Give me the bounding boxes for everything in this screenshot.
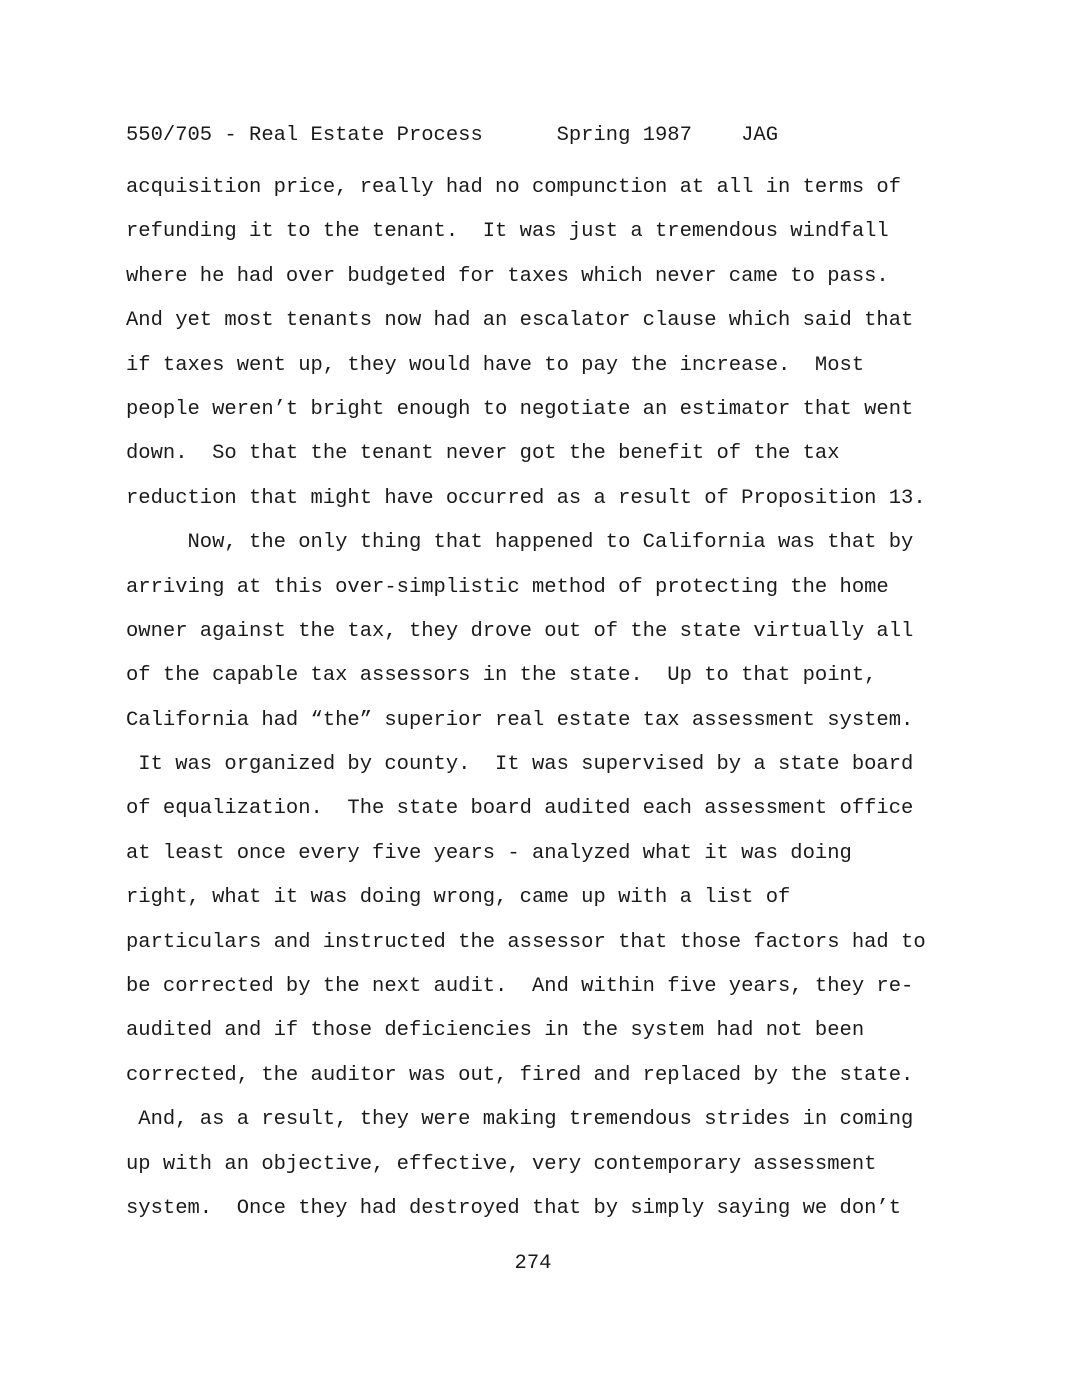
text-line: And, as a result, they were making tremendous strides in coming [126, 1108, 914, 1132]
text-line: refunding it to the tenant. It was just a tremendous windfall [126, 220, 889, 244]
header-author: JAG [741, 124, 779, 147]
body-text [126, 166, 1026, 1231]
text-line: at least once every five years - analyzed what it was doing [126, 841, 852, 865]
text-line: where he had over budgeted for taxes which never came to pass. [126, 264, 889, 288]
text-line: reduction that might have occurred as a result of Proposition 13. [126, 486, 926, 510]
text-line: corrected, the auditor was out, fired and replaced by the state. [126, 1063, 914, 1087]
text-line: particulars and instructed the assessor that those factors had to [126, 930, 926, 954]
page-number: 274 [514, 1252, 552, 1275]
text-line: of the capable tax assessors in the state. Up to that point, [126, 664, 877, 688]
text-line: California had “the” superior real estate tax assessment system. [126, 708, 914, 732]
text-line: right, what it was doing wrong, came up with a list of [126, 886, 791, 910]
text-line: people weren’t bright enough to negotiate an estimator that went [126, 397, 914, 421]
text-line: of equalization. The state board audited each assessment office [126, 797, 914, 821]
text-line: It was organized by county. It was supervised by a state board [126, 753, 914, 777]
text-line: be corrected by the next audit. And within five years, they re- [126, 975, 914, 999]
text-line: up with an objective, effective, very contemporary assessment [126, 1152, 877, 1176]
text-line: And yet most tenants now had an escalator clause which said that [126, 309, 914, 333]
text-line: Now, the only thing that happened to California was that by [126, 531, 914, 555]
text-line: owner against the tax, they drove out of the state virtually all [126, 619, 914, 643]
header-course: 550/705 - Real Estate Process [126, 124, 483, 147]
text-line: acquisition price, really had no compunction at all in terms of [126, 176, 902, 199]
header-term: Spring 1987 [556, 124, 692, 147]
text-line: arriving at this over-simplistic method of protecting the home [126, 575, 889, 599]
text-line: if taxes went up, they would have to pay the increase. Most [126, 353, 865, 377]
text-line: audited and if those deficiencies in the system had not been [126, 1019, 865, 1043]
page-header [126, 122, 778, 150]
text-line: system. Once they had destroyed that by simply saying we don’t [126, 1196, 902, 1220]
text-line: down. So that the tenant never got the benefit of the tax [126, 442, 840, 466]
